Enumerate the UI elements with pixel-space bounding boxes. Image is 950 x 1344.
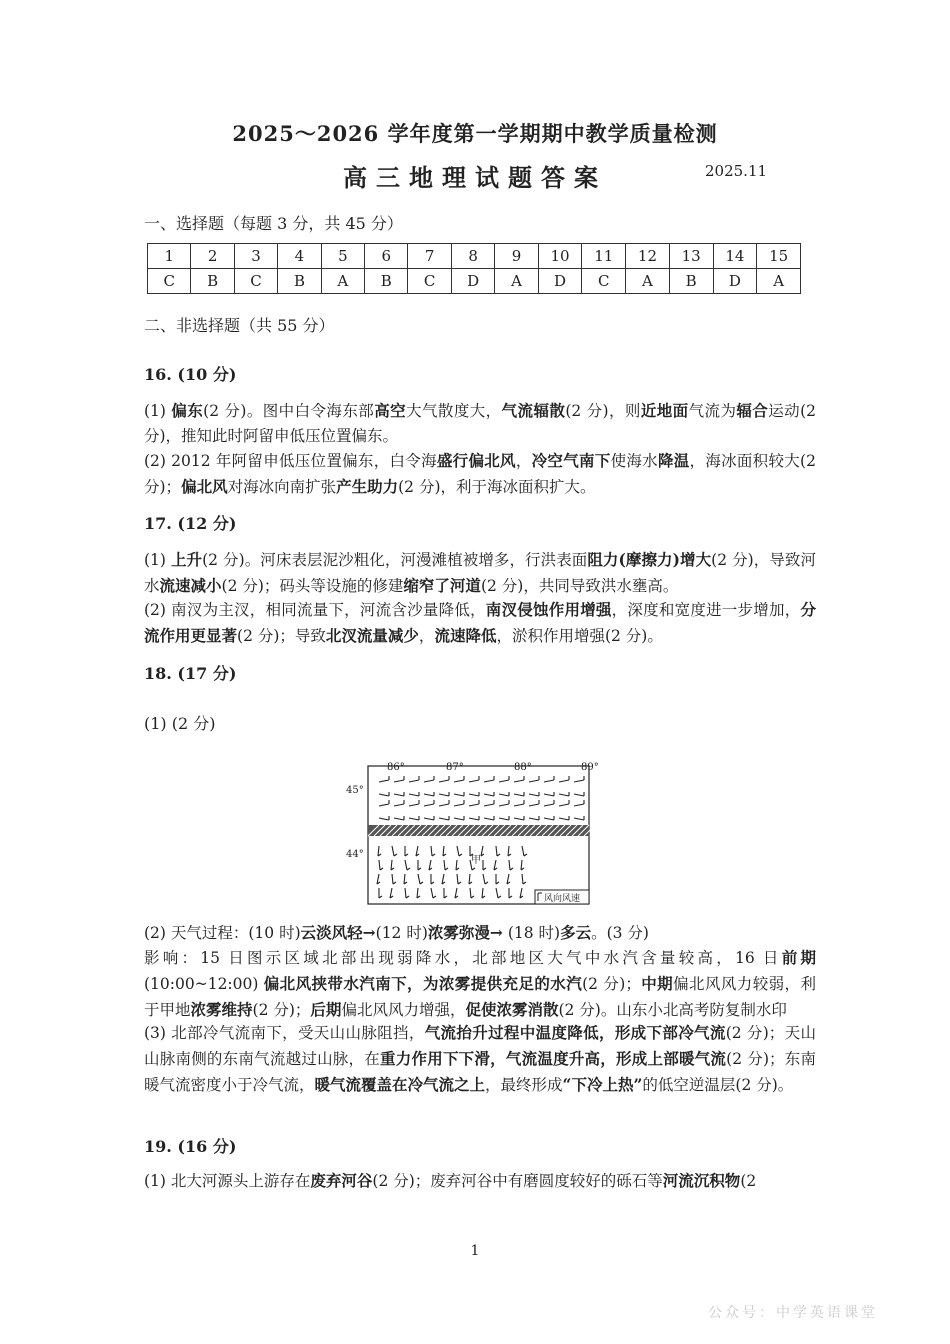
emphasis-text: 后期 [310, 1000, 342, 1019]
body-text: (2 分)。河床表层泥沙粗化，河漫滩植被增多，行洪表面 [202, 551, 588, 569]
question-number-cell: 3 [234, 244, 277, 269]
body-text: (2 分)；导致 [237, 627, 326, 645]
body-text: (2) 南汊为主汊，相同流量下，河流含沙量降低， [144, 601, 486, 619]
question-18-part-2 [144, 920, 816, 946]
emphasis-text: 盛行偏北风 [436, 451, 516, 470]
body-text: (2 分)；码头等设施的修建 [221, 577, 404, 595]
question-number-cell: 7 [408, 244, 451, 269]
question-17-heading: 17. (12 分) [144, 514, 237, 533]
lon-label-86: 86° [387, 762, 405, 773]
answer-cell: A [495, 269, 538, 294]
question-17-part-2 [144, 597, 816, 649]
body-text: (2 分)； [582, 975, 641, 993]
section-2-heading: 二、非选择题（共 55 分） [144, 316, 335, 335]
page-number: 1 [470, 1243, 480, 1259]
emphasis-text: 偏东 [171, 401, 204, 420]
body-text: (2) 天气过程：(10 时) [144, 924, 301, 942]
question-18-part-2-impact [144, 945, 816, 1023]
body-text: (2 分)； [252, 1001, 311, 1019]
body-text: (2 分)；废弃河谷中有磨圆度较好的砾石等 [372, 1172, 663, 1190]
emphasis-text: 缩窄了河道 [403, 576, 481, 595]
question-18-part-3 [144, 1020, 816, 1098]
emphasis-text: 上升 [170, 550, 203, 569]
emphasis-text: 分流作用更显著 [144, 600, 816, 645]
body-text: (2) 2012 年阿留申低压位置偏东，白令海 [144, 452, 437, 470]
question-number-cell: 2 [191, 244, 234, 269]
body-text: (2 分)；东南暖气流密度小于冷气流， [144, 1050, 816, 1094]
emphasis-text: 北汊流量减少 [325, 626, 419, 645]
watermark: 公众号：中学英语课堂 [708, 1305, 878, 1321]
emphasis-text: 暖气流覆盖在冷气流之上 [314, 1075, 486, 1094]
emphasis-text: 降温 [657, 451, 690, 470]
question-number-cell: 1 [148, 244, 191, 269]
wind-direction-map [343, 758, 605, 908]
emphasis-text: 重力作用下下滑，气流温度升高，形成上部暖气流 [380, 1049, 727, 1068]
body-text: (1) 北大河源头上游存在 [144, 1172, 311, 1190]
emphasis-text: 中期 [640, 974, 674, 993]
body-text: (2 分)；天山山脉南侧的东南气流越过山脉，在 [144, 1024, 816, 1068]
emphasis-text: 流速减小 [159, 576, 222, 595]
body-text: ，最终形成 [485, 1076, 563, 1094]
answer-cell: B [278, 269, 321, 294]
answer-cell: C [148, 269, 191, 294]
emphasis-text: 高空 [374, 401, 407, 420]
body-text: (2 分)，利于海冰面积扩大。 [398, 478, 596, 496]
emphasis-text: 流速降低 [434, 626, 497, 645]
lon-label-88: 88° [514, 762, 532, 773]
answer-cell: B [365, 269, 408, 294]
question-number-cell: 15 [757, 244, 801, 269]
emphasis-text: 云淡风轻→ [300, 923, 376, 942]
body-text: (1) [144, 402, 172, 420]
body-text: (2 分)，共同导致洪水壅高。 [480, 577, 679, 595]
question-17-part-1 [144, 547, 816, 599]
emphasis-text: 近地面 [640, 401, 689, 420]
lon-label-87: 87° [446, 762, 464, 773]
tianshan-mountain-band [368, 825, 595, 836]
emphasis-text: 偏北风 [181, 477, 228, 496]
answer-cell: D [713, 269, 757, 294]
point-jia-label: 甲 [471, 855, 481, 866]
body-text: 运动(2 分)，推知此时阿留申低压位置偏东。 [144, 402, 816, 445]
body-text: (2 分)，则 [565, 402, 641, 420]
question-number-cell: 14 [713, 244, 757, 269]
body-text: ， [515, 452, 532, 470]
body-text: (2 分)，导致河水 [144, 551, 816, 595]
question-number-cell: 11 [582, 244, 626, 269]
answer-cell: D [538, 269, 582, 294]
body-text: (2 分)。图中白令海东部 [203, 402, 375, 420]
emphasis-text: 辐合 [736, 401, 769, 420]
body-text: (1) [144, 551, 171, 569]
exam-date: 2025.11 [705, 162, 768, 180]
question-number-cell: 5 [321, 244, 364, 269]
question-number-cell: 13 [669, 244, 713, 269]
emphasis-text: 前期 [781, 948, 816, 967]
body-text: 大气散度大， [406, 402, 502, 420]
body-text: 。(3 分) [591, 924, 649, 942]
emphasis-text: 气流抬升过程中温度降低，形成下部冷气流 [424, 1023, 726, 1042]
lat-label-45: 45° [346, 785, 364, 796]
question-number-cell: 12 [626, 244, 670, 269]
body-text: 对海冰向南扩张 [227, 478, 337, 496]
emphasis-text: 阻力(摩擦力)增大 [587, 550, 712, 569]
emphasis-text: 浓雾弥漫→ [427, 923, 503, 942]
section-1-heading: 一、选择题（每题 3 分，共 45 分） [144, 214, 403, 233]
body-text: ，深度和宽度进一步增加， [611, 601, 801, 619]
body-text: 偏北风风力较弱，利于甲地 [144, 975, 816, 1019]
body-text: (3) 北部冷气流南下，受天山山脉阻挡， [144, 1024, 425, 1042]
lat-label-44: 44° [346, 849, 364, 860]
answer-cell: A [626, 269, 670, 294]
lon-label-89: 89° [581, 762, 599, 773]
answer-cell: A [757, 269, 801, 294]
emphasis-text: 产生助力 [336, 477, 399, 496]
exam-title: 2025～2026 学年度第一学期期中教学质量检测 [232, 121, 718, 146]
emphasis-text: 南汊侵蚀作用增强 [485, 600, 612, 619]
question-number-cell: 9 [495, 244, 538, 269]
emphasis-text: 河流沉积物 [662, 1171, 741, 1190]
answer-cell: D [451, 269, 494, 294]
question-16-part-2 [144, 448, 816, 500]
question-18-heading: 18. (17 分) [144, 664, 237, 683]
answer-letter-row [148, 269, 801, 294]
emphasis-text: 气流辐散 [501, 401, 566, 420]
body-text: (18 时) [502, 924, 561, 942]
question-number-cell: 6 [365, 244, 408, 269]
answer-cell: B [669, 269, 713, 294]
question-number-cell: 8 [451, 244, 494, 269]
question-number-row [148, 244, 801, 269]
body-text: 气流为 [688, 402, 737, 420]
answer-cell: C [234, 269, 277, 294]
question-16-heading: 16. (10 分) [144, 365, 237, 384]
answer-cell: A [321, 269, 364, 294]
body-text: 的低空逆温层(2 分)。 [642, 1076, 794, 1094]
emphasis-text: 冷空气南下 [531, 451, 611, 470]
answer-cell: B [191, 269, 234, 294]
emphasis-text: 偏北风挟带水汽南下，为浓雾提供充足的水汽 [263, 974, 583, 993]
emphasis-text: 促使浓雾消散 [465, 1000, 559, 1019]
emphasis-text: 浓雾维持 [190, 1000, 253, 1019]
emphasis-text: 废弃河谷 [310, 1171, 373, 1190]
body-text: ，淤积作用增强(2 分)。 [496, 627, 663, 645]
page-title: 高三地理试题答案 [343, 163, 607, 192]
answer-cell: C [408, 269, 451, 294]
body-text: 影响：15 日图示区域北部出现弱降水，北部地区大气中水汽含量较高，16 日 [144, 949, 782, 967]
body-text: (12 时) [375, 924, 428, 942]
body-text: (2 分)。山东小北高考防复制水印 [558, 1001, 787, 1019]
body-text: ，海冰面积较大(2 分)； [144, 452, 816, 496]
question-number-cell: 10 [538, 244, 582, 269]
multiple-choice-answer-table [147, 243, 801, 294]
question-16-part-1 [144, 398, 816, 449]
question-19-heading: 19. (16 分) [144, 1137, 237, 1156]
emphasis-text: 多云 [560, 923, 592, 942]
emphasis-text: “下冷上热” [562, 1075, 643, 1094]
body-text: 偏北风风力增强， [341, 1001, 466, 1019]
answer-cell: C [582, 269, 626, 294]
question-18-part-1-label: (1) (2 分) [144, 714, 216, 733]
body-text: (10:00~12:00) [144, 975, 264, 993]
question-19-part-1 [144, 1168, 816, 1194]
body-text: 使海水 [610, 452, 658, 470]
body-text: (2 [740, 1172, 757, 1190]
question-number-cell: 4 [278, 244, 321, 269]
body-text: ， [418, 627, 435, 645]
legend-label: 风向风速 [544, 894, 581, 904]
